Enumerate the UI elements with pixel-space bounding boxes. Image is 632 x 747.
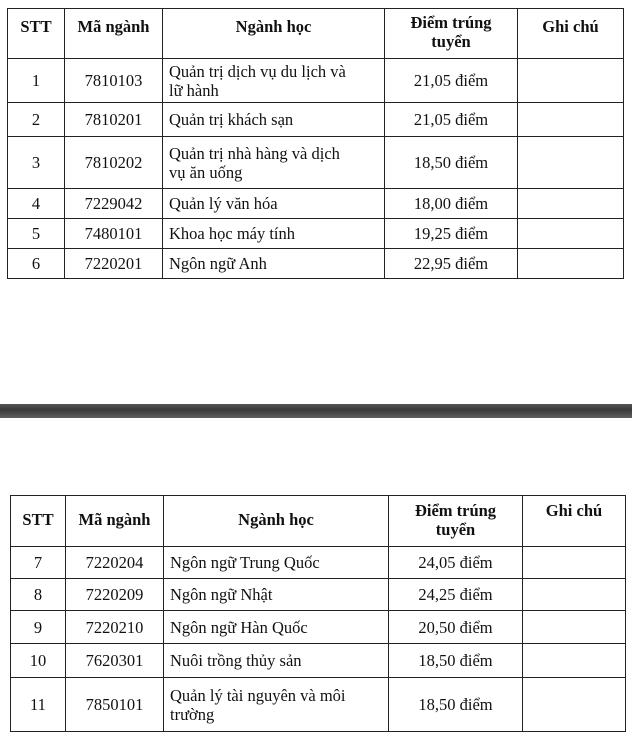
cell-code: 7850101 [66,678,164,732]
cell-stt: 3 [8,137,65,189]
table-row [8,249,624,279]
table-row [11,644,626,678]
cell-name-line2: trường [170,704,215,724]
cell-name [163,137,385,189]
cell-note [518,59,624,103]
cell-score: 19,25 điểm [385,219,518,249]
cell-name: Ngôn ngữ Trung Quốc [164,547,389,579]
cell-note [523,644,626,678]
header-note: Ghi chú [518,9,624,59]
header-score-line1: Điểm trúng [414,501,497,520]
header-code: Mã ngành [66,496,164,547]
cell-note [523,547,626,579]
cell-score: 22,95 điểm [385,249,518,279]
cell-score: 21,05 điểm [385,103,518,137]
cell-name: Ngôn ngữ Nhật [164,579,389,611]
cell-name: Quản lý văn hóa [163,189,385,219]
cell-stt: 5 [8,219,65,249]
table-row [8,219,624,249]
cell-note [518,219,624,249]
page-break-divider [0,404,632,418]
cell-name: Khoa học máy tính [163,219,385,249]
cell-stt: 6 [8,249,65,279]
cell-stt: 8 [11,579,66,611]
header-name: Ngành học [164,496,389,547]
cell-name: Ngôn ngữ Hàn Quốc [164,611,389,644]
header-stt: STT [11,496,66,547]
header-score-line2: tuyển [435,520,476,539]
cell-name-line1: Quản trị dịch vụ du lịch và [169,61,346,81]
cell-name-line1: Quản lý tài nguyên và môi [170,685,346,705]
cell-score: 18,00 điểm [385,189,518,219]
cell-name-line2: vụ ăn uống [169,162,243,182]
cell-name-line2: lữ hành [169,80,219,100]
admission-score-table-bottom [10,495,626,732]
cell-score: 18,50 điểm [389,678,523,732]
cell-name: Nuôi trồng thủy sản [164,644,389,678]
table-row [8,59,624,103]
cell-note [523,678,626,732]
table-row [8,189,624,219]
header-code: Mã ngành [65,9,163,59]
header-stt: STT [8,9,65,59]
header-score-line1: Điểm trúng [410,13,492,32]
cell-stt: 2 [8,103,65,137]
cell-note [518,137,624,189]
header-note: Ghi chú [523,496,626,547]
cell-stt: 7 [11,547,66,579]
cell-stt: 4 [8,189,65,219]
table-header-row [11,496,626,547]
cell-stt: 11 [11,678,66,732]
cell-code: 7220201 [65,249,163,279]
cell-note [518,103,624,137]
cell-code: 7229042 [65,189,163,219]
cell-note [523,611,626,644]
table-row [11,678,626,732]
cell-score: 20,50 điểm [389,611,523,644]
table-row [11,579,626,611]
cell-code: 7620301 [66,644,164,678]
table-row [11,611,626,644]
cell-name: Ngôn ngữ Anh [163,249,385,279]
cell-name-line1: Quản trị nhà hàng và dịch [169,143,340,163]
table-row [8,103,624,137]
header-name: Ngành học [163,9,385,59]
cell-note [518,189,624,219]
cell-score: 18,50 điểm [389,644,523,678]
cell-code: 7220210 [66,611,164,644]
header-score [385,9,518,59]
table-row [8,137,624,189]
header-score [389,496,523,547]
cell-score: 18,50 điểm [385,137,518,189]
cell-stt: 10 [11,644,66,678]
cell-code: 7810201 [65,103,163,137]
cell-code: 7810103 [65,59,163,103]
cell-name [163,59,385,103]
cell-name [164,678,389,732]
cell-code: 7810202 [65,137,163,189]
cell-score: 24,25 điểm [389,579,523,611]
cell-score: 21,05 điểm [385,59,518,103]
cell-stt: 1 [8,59,65,103]
cell-code: 7480101 [65,219,163,249]
cell-stt: 9 [11,611,66,644]
header-score-line2: tuyển [431,32,471,51]
cell-score: 24,05 điểm [389,547,523,579]
document-page-bottom [0,418,632,747]
admission-score-table-top [7,8,624,279]
cell-code: 7220209 [66,579,164,611]
cell-code: 7220204 [66,547,164,579]
cell-name: Quản trị khách sạn [163,103,385,137]
cell-note [523,579,626,611]
table-row [11,547,626,579]
table-header-row [8,9,624,59]
cell-note [518,249,624,279]
